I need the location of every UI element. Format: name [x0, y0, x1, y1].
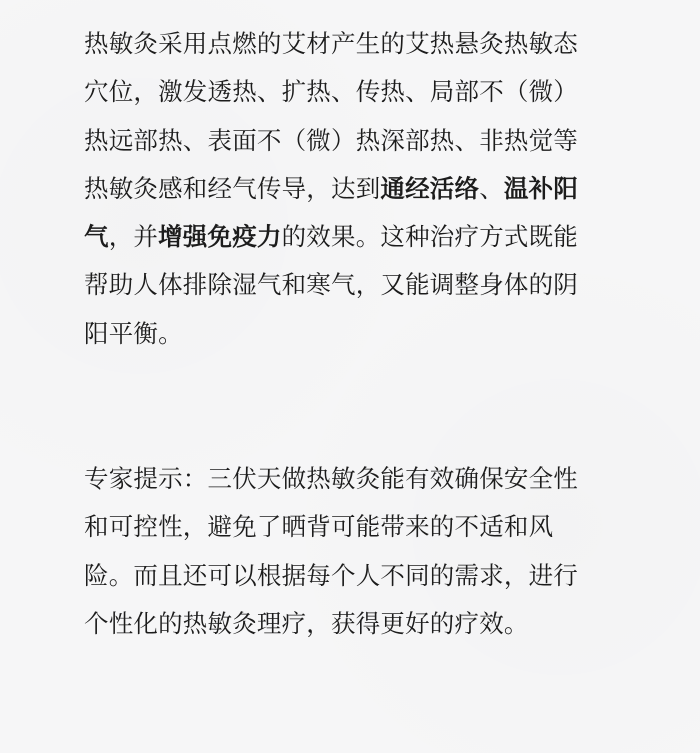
text-segment: 热远部热、表面不（微）热深部热、非热觉等 — [84, 125, 578, 155]
text-segment: 和可控性，避免了晒背可能带来的不适和风 — [84, 512, 554, 542]
text-segment: 热敏灸感和经气传导，达到 — [84, 173, 381, 203]
text-line — [84, 165, 624, 213]
text-line — [84, 310, 624, 358]
text-segment: 穴位，激发透热、扩热、传热、局部不（微） — [84, 77, 578, 107]
text-segment: 专家提示：三伏天做热敏灸能有效确保安全性 — [84, 464, 578, 494]
text-line — [84, 552, 624, 600]
text-segment: 险。而且还可以根据每个人不同的需求，进行 — [84, 560, 578, 590]
emphasis-text: 温补阳 — [503, 173, 579, 203]
emphasis-text: 通经活络 — [380, 173, 480, 203]
emphasis-text: 增强免疫力 — [158, 222, 282, 252]
text-line — [84, 600, 624, 648]
text-segment: 个性化的热敏灸理疗，获得更好的疗效。 — [84, 608, 529, 638]
text-line — [84, 117, 624, 165]
text-segment: 、 — [479, 173, 504, 203]
paragraph-spacer — [84, 358, 624, 455]
text-segment: 阳平衡。 — [84, 318, 183, 348]
text-segment: 热敏灸采用点燃的艾材产生的艾热悬灸热敏态 — [84, 29, 578, 58]
emphasis-text: 气 — [84, 222, 109, 252]
text-line — [84, 213, 624, 261]
text-segment: 帮助人体排除湿气和寒气，又能调整身体的阴 — [84, 270, 578, 300]
paragraph-expert-tip — [84, 455, 624, 648]
text-segment: 的效果。这种治疗方式既能 — [281, 222, 579, 252]
text-line — [84, 261, 624, 309]
text-line — [84, 455, 624, 503]
text-line — [84, 20, 624, 68]
paragraph-intro — [84, 20, 624, 358]
article-body — [84, 20, 624, 648]
text-line — [84, 68, 624, 116]
text-segment: ，并 — [108, 222, 159, 252]
text-line — [84, 503, 624, 551]
